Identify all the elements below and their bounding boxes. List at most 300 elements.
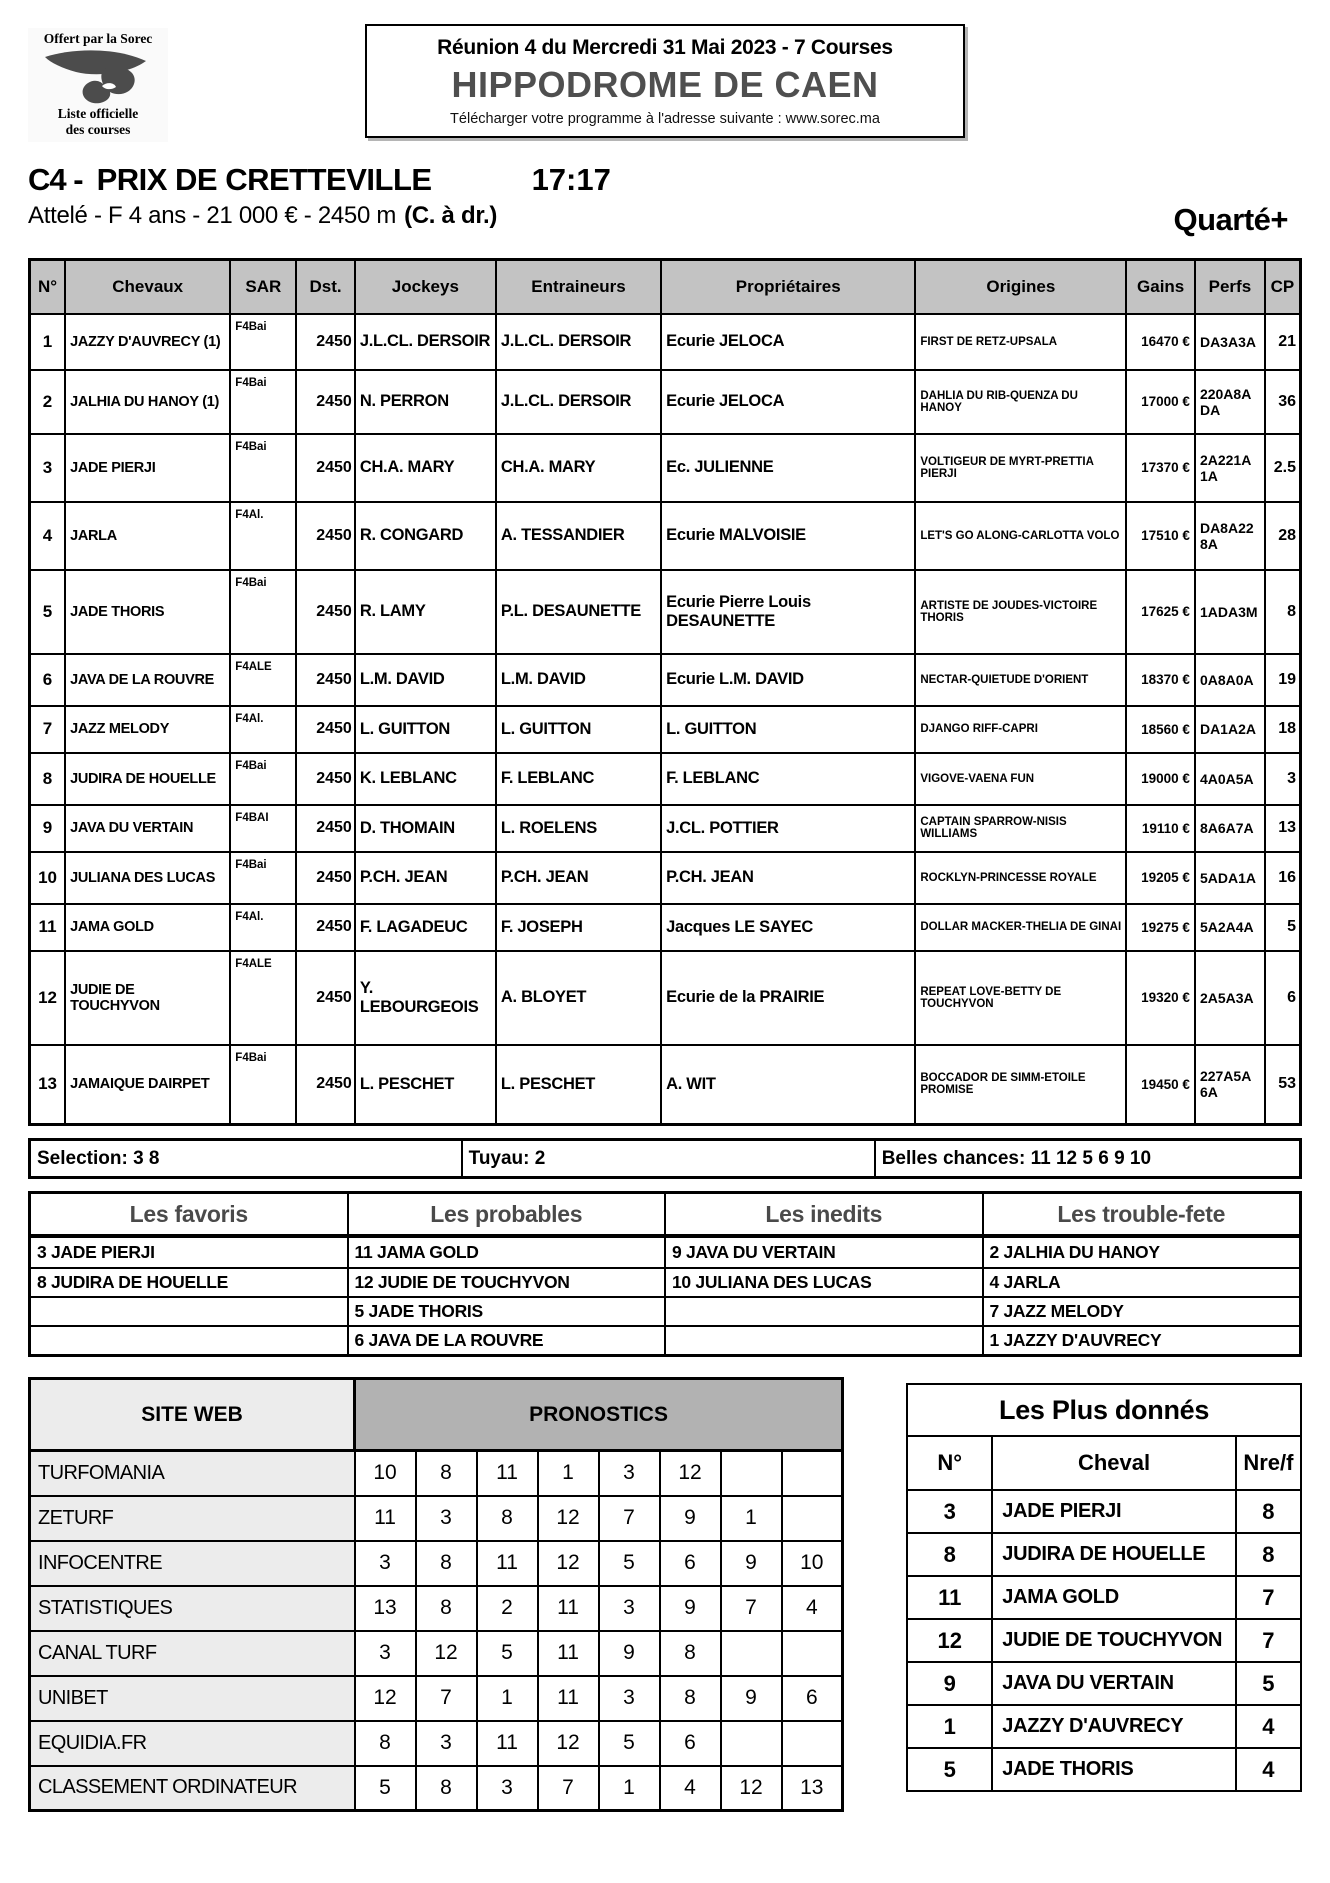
runner-owner: Ec. JULIENNE [661,434,915,502]
pronostics-row [30,1496,843,1541]
pronostic-number [721,1721,782,1766]
runner-origins: FIRST DE RETZ-UPSALA [915,314,1126,370]
sorec-logo [28,28,168,142]
plus-donnes-column-header: Cheval [992,1436,1236,1490]
pronostic-number: 9 [721,1541,782,1586]
runner-sar: F4BAI [230,805,296,852]
runner-perfs: 227A5A 6A [1195,1045,1265,1125]
runner-owner: Ecurie de la PRAIRIE [661,951,915,1045]
runner-origins: ARTISTE DE JOUDES-VICTOIRE THORIS [915,570,1126,654]
plus-donnes-column-header: Nre/f [1236,1436,1301,1490]
plus-donnes-number: 3 [907,1490,992,1533]
runner-row [30,434,1301,502]
picks-item: 6 JAVA DE LA ROUVRE [349,1325,665,1354]
plus-donnes-title: Les Plus donnés [907,1384,1301,1436]
runner-gains: 17370 € [1126,434,1195,502]
runner-distance: 2450 [296,502,354,570]
plus-donnes-column-header: N° [907,1436,992,1490]
plus-donnes-count: 8 [1236,1533,1301,1576]
selection-label: Selection: 3 8 [30,1140,462,1178]
picks-item [31,1296,347,1325]
plus-donnes-horse: JUDIE DE TOUCHYVON [992,1619,1236,1662]
runner-distance: 2450 [296,434,354,502]
site-name: INFOCENTRE [30,1541,355,1586]
runner-horse: JAMA GOLD [65,904,230,951]
runner-row [30,753,1301,805]
runner-distance: 2450 [296,753,354,805]
logo-offered-by-label: Offert par la Sorec [43,31,153,46]
runner-perfs: 2A221A 1A [1195,434,1265,502]
runner-cp: 53 [1265,1045,1301,1125]
runner-number: 9 [30,805,66,852]
runners-column-header: Jockeys [355,260,496,314]
pronostic-number [782,1451,843,1496]
picks-item: 4 JARLA [984,1267,1300,1296]
runner-horse: JULIANA DES LUCAS [65,852,230,904]
plus-donnes-row [907,1748,1301,1791]
runners-table [28,258,1302,1126]
pronostic-number: 6 [660,1721,721,1766]
runners-header-row [30,260,1301,314]
pronostics-row [30,1676,843,1721]
picks-table [28,1191,1302,1357]
runner-owner: P.CH. JEAN [661,852,915,904]
runner-distance: 2450 [296,1045,354,1125]
plus-donnes-count: 7 [1236,1619,1301,1662]
runner-perfs: 5A2A4A [1195,904,1265,951]
runner-gains: 16470 € [1126,314,1195,370]
plus-donnes-horse: JAMA GOLD [992,1576,1236,1619]
pronostic-number: 7 [416,1676,477,1721]
race-direction: (C. à dr.) [404,202,498,229]
plus-donnes-table [906,1383,1302,1792]
pronostic-number: 6 [660,1541,721,1586]
runner-row [30,904,1301,951]
pronostic-number: 9 [721,1676,782,1721]
runner-distance: 2450 [296,706,354,753]
plus-donnes-number: 9 [907,1662,992,1705]
pronostics-header: PRONOSTICS [355,1379,843,1451]
pronostic-number: 5 [599,1541,660,1586]
runner-gains: 19450 € [1126,1045,1195,1125]
pronostic-number: 9 [599,1631,660,1676]
pronostic-number: 8 [416,1586,477,1631]
plus-donnes-row [907,1533,1301,1576]
runner-jockey: P.CH. JEAN [355,852,496,904]
runner-origins: VIGOVE-VAENA FUN [915,753,1126,805]
pronostic-number [782,1631,843,1676]
runner-horse: JARLA [65,502,230,570]
runner-gains: 17510 € [1126,502,1195,570]
plus-donnes-count: 7 [1236,1576,1301,1619]
runner-sar: F4ALE [230,654,296,706]
pronostic-number: 3 [355,1541,416,1586]
runner-row [30,706,1301,753]
pronostic-number: 11 [538,1631,599,1676]
runner-number: 8 [30,753,66,805]
runner-horse: JUDIE DE TOUCHYVON [65,951,230,1045]
pronostic-number: 4 [782,1586,843,1631]
pronostic-number: 3 [599,1451,660,1496]
picks-item: 1 JAZZY D'AUVRECY [984,1325,1300,1354]
runner-distance: 2450 [296,904,354,951]
runner-origins: VOLTIGEUR DE MYRT-PRETTIA PIERJI [915,434,1126,502]
venue-name: HIPPODROME DE CAEN [451,64,879,105]
picks-item: 3 JADE PIERJI [37,1242,155,1262]
picks-item [31,1325,347,1354]
race-time: 17:17 [531,162,611,197]
pronostic-number: 5 [477,1631,538,1676]
runner-number: 6 [30,654,66,706]
pronostic-number: 3 [599,1586,660,1631]
site-web-header: SITE WEB [30,1379,355,1451]
runner-horse: JAMAIQUE DAIRPET [65,1045,230,1125]
runner-trainer: F. JOSEPH [496,904,661,951]
pronostic-number: 8 [355,1721,416,1766]
runner-distance: 2450 [296,314,354,370]
belles-chances-label: Belles chances: 11 12 5 6 9 10 [875,1140,1301,1178]
logo-official-list-line2: des courses [65,122,131,138]
runners-column-header: Perfs [1195,260,1265,314]
runners-column-header: Propriétaires [661,260,915,314]
pronostic-number: 12 [538,1721,599,1766]
pronostic-number [782,1496,843,1541]
pronostic-number [782,1721,843,1766]
runner-row [30,570,1301,654]
runner-owner: L. GUITTON [661,706,915,753]
runner-jockey: L. GUITTON [355,706,496,753]
runner-sar: F4ALE [230,951,296,1045]
runner-owner: J.CL. POTTIER [661,805,915,852]
runner-sar: F4Bai [230,852,296,904]
runner-distance: 2450 [296,654,354,706]
plus-donnes-horse: JAZZY D'AUVRECY [992,1705,1236,1748]
plus-donnes-row [907,1662,1301,1705]
runner-trainer: L. PESCHET [496,1045,661,1125]
runner-row [30,805,1301,852]
pronostic-number: 6 [782,1676,843,1721]
pronostic-number: 4 [660,1766,721,1811]
runner-distance: 2450 [296,852,354,904]
runners-column-header: Gains [1126,260,1195,314]
selection-bar [28,1138,1302,1179]
picks-item: 12 JUDIE DE TOUCHYVON [349,1267,665,1296]
pronostic-number: 8 [477,1496,538,1541]
plus-donnes-count: 5 [1236,1662,1301,1705]
runner-cp: 18 [1265,706,1301,753]
pronostic-number: 12 [660,1451,721,1496]
pronostic-number: 11 [538,1586,599,1631]
runner-distance: 2450 [296,805,354,852]
plus-donnes-number: 12 [907,1619,992,1662]
plus-donnes-row [907,1705,1301,1748]
runner-row [30,852,1301,904]
picks-item: 2 JALHIA DU HANOY [989,1242,1160,1262]
pronostic-number: 11 [355,1496,416,1541]
runner-jockey: L. PESCHET [355,1045,496,1125]
plus-donnes-number: 5 [907,1748,992,1791]
plus-donnes-number: 11 [907,1576,992,1619]
site-name: CANAL TURF [30,1631,355,1676]
runner-trainer: CH.A. MARY [496,434,661,502]
pronostic-number: 12 [416,1631,477,1676]
runner-cp: 16 [1265,852,1301,904]
plus-donnes-row [907,1619,1301,1662]
pronostics-row [30,1586,843,1631]
runner-horse: JAZZ MELODY [65,706,230,753]
runner-trainer: L.M. DAVID [496,654,661,706]
runner-trainer: A. BLOYET [496,951,661,1045]
runner-trainer: P.CH. JEAN [496,852,661,904]
runner-cp: 3 [1265,753,1301,805]
picks-item: 11 JAMA GOLD [354,1242,479,1262]
pronostic-number: 1 [721,1496,782,1541]
picks-column [347,1194,665,1354]
runner-row [30,314,1301,370]
picks-item: 7 JAZZ MELODY [984,1296,1300,1325]
runner-origins: REPEAT LOVE-BETTY DE TOUCHYVON [915,951,1126,1045]
runner-perfs: 0A8A0A [1195,654,1265,706]
runner-jockey: R. CONGARD [355,502,496,570]
runner-trainer: P.L. DESAUNETTE [496,570,661,654]
runners-column-header: SAR [230,260,296,314]
runner-cp: 19 [1265,654,1301,706]
plus-donnes-row [907,1490,1301,1533]
pronostic-number: 7 [538,1766,599,1811]
pronostic-number: 11 [477,1541,538,1586]
runners-column-header: Dst. [296,260,354,314]
pronostic-number: 11 [477,1451,538,1496]
runner-cp: 21 [1265,314,1301,370]
runners-body [30,314,1301,1125]
runner-cp: 8 [1265,570,1301,654]
bottom-section [28,1377,1302,1812]
picks-column-title: Les trouble-fete [984,1194,1300,1238]
runners-column-header: CP [1265,260,1301,314]
pronostics-row [30,1541,843,1586]
plus-donnes-count: 8 [1236,1490,1301,1533]
runners-column-header: Chevaux [65,260,230,314]
runners-column-header: Entraineurs [496,260,661,314]
meeting-title: Réunion 4 du Mercredi 31 Mai 2023 - 7 Courses [437,36,893,59]
runner-row [30,502,1301,570]
pronostic-number: 12 [721,1766,782,1811]
runner-owner: Ecurie MALVOISIE [661,502,915,570]
runner-row [30,654,1301,706]
runner-origins: NECTAR-QUIETUDE D'ORIENT [915,654,1126,706]
runner-trainer: J.L.CL. DERSOIR [496,314,661,370]
runner-cp: 28 [1265,502,1301,570]
site-name: ZETURF [30,1496,355,1541]
runner-perfs: 2A5A3A [1195,951,1265,1045]
site-name: UNIBET [30,1676,355,1721]
plus-donnes-number: 1 [907,1705,992,1748]
runner-gains: 19275 € [1126,904,1195,951]
pronostic-number: 8 [416,1766,477,1811]
runner-trainer: L. ROELENS [496,805,661,852]
runner-gains: 17000 € [1126,370,1195,434]
picks-item [666,1325,982,1354]
pronostic-number: 1 [538,1451,599,1496]
runner-horse: JAVA DE LA ROUVRE [65,654,230,706]
plus-donnes-row [907,1576,1301,1619]
picks-column [982,1194,1300,1354]
plus-donnes-horse: JUDIRA DE HOUELLE [992,1533,1236,1576]
download-note: Télécharger votre programme à l'adresse suivante : www.sorec.ma [450,111,880,127]
site-name: STATISTIQUES [30,1586,355,1631]
pronostic-number: 3 [477,1766,538,1811]
runner-gains: 19205 € [1126,852,1195,904]
runner-sar: F4Bai [230,434,296,502]
pronostics-body [30,1451,843,1811]
runner-horse: JALHIA DU HANOY (1) [65,370,230,434]
runner-gains: 18560 € [1126,706,1195,753]
tuyau-label: Tuyau: 2 [462,1140,875,1178]
runners-column-header: N° [30,260,66,314]
pronostic-number: 5 [599,1721,660,1766]
runner-number: 1 [30,314,66,370]
runner-perfs: 8A6A7A [1195,805,1265,852]
site-name: EQUIDIA.FR [30,1721,355,1766]
race-conditions [28,202,1302,230]
picks-item: 10 JULIANA DES LUCAS [666,1267,982,1296]
runner-origins: DJANGO RIFF-CAPRI [915,706,1126,753]
pronostic-number: 1 [477,1676,538,1721]
runner-gains: 19320 € [1126,951,1195,1045]
pronostic-number: 8 [660,1676,721,1721]
runner-number: 10 [30,852,66,904]
race-code: C4 - [28,162,83,197]
picks-item: 5 JADE THORIS [349,1296,665,1325]
picks-column-title: Les probables [349,1194,665,1238]
runner-owner: Ecurie L.M. DAVID [661,654,915,706]
pronostic-number [721,1451,782,1496]
runner-origins: ROCKLYN-PRINCESSE ROYALE [915,852,1126,904]
pronostic-number: 7 [721,1586,782,1631]
runner-distance: 2450 [296,570,354,654]
runner-origins: CAPTAIN SPARROW-NISIS WILLIAMS [915,805,1126,852]
runner-row [30,951,1301,1045]
race-conditions-text: Attelé - F 4 ans - 21 000 € - 2450 m [28,202,397,229]
runner-origins: LET'S GO ALONG-CARLOTTA VOLO [915,502,1126,570]
pronostic-number: 3 [599,1676,660,1721]
runner-owner: A. WIT [661,1045,915,1125]
pronostic-number: 1 [599,1766,660,1811]
runner-owner: Ecurie JELOCA [661,314,915,370]
pronostic-number: 11 [538,1676,599,1721]
pronostics-row [30,1721,843,1766]
pronostic-number: 13 [355,1586,416,1631]
runner-horse: JUDIRA DE HOUELLE [65,753,230,805]
runner-gains: 19000 € [1126,753,1195,805]
runner-horse: JADE THORIS [65,570,230,654]
runner-jockey: CH.A. MARY [355,434,496,502]
runner-horse: JAZZY D'AUVRECY (1) [65,314,230,370]
pronostic-number: 11 [477,1721,538,1766]
runner-number: 11 [30,904,66,951]
plus-donnes-number: 8 [907,1533,992,1576]
plus-donnes-count: 4 [1236,1748,1301,1791]
runner-cp: 36 [1265,370,1301,434]
runner-horse: JADE PIERJI [65,434,230,502]
runner-jockey: K. LEBLANC [355,753,496,805]
runner-owner: Ecurie JELOCA [661,370,915,434]
site-name: CLASSEMENT ORDINATEUR [30,1766,355,1811]
runner-perfs: 220A8A DA [1195,370,1265,434]
race-title-line [28,162,1302,198]
picks-column [664,1194,982,1354]
picks-column-title: Les inedits [666,1194,982,1238]
runner-gains: 18370 € [1126,654,1195,706]
runner-sar: F4Al. [230,502,296,570]
pronostic-number: 3 [416,1721,477,1766]
runner-jockey: R. LAMY [355,570,496,654]
pronostic-number: 9 [660,1496,721,1541]
plus-donnes-body [907,1490,1301,1791]
picks-item: 9 JAVA DU VERTAIN [672,1242,836,1262]
runner-jockey: F. LAGADEUC [355,904,496,951]
runner-perfs: DA8A22 8A [1195,502,1265,570]
pronostic-number: 12 [355,1676,416,1721]
runner-row [30,370,1301,434]
runner-owner: F. LEBLANC [661,753,915,805]
runner-cp: 6 [1265,951,1301,1045]
runner-jockey: D. THOMAIN [355,805,496,852]
runner-distance: 2450 [296,951,354,1045]
runner-sar: F4Bai [230,1045,296,1125]
pronostic-number: 13 [782,1766,843,1811]
logo-official-list-label [28,106,168,138]
race-name: PRIX DE CRETTEVILLE [96,162,432,197]
horse-logo-icon [42,48,154,106]
pronostic-number: 3 [355,1631,416,1676]
site-name: TURFOMANIA [30,1451,355,1496]
runner-number: 5 [30,570,66,654]
runner-owner: Jacques LE SAYEC [661,904,915,951]
runner-number: 12 [30,951,66,1045]
pronostic-number [721,1631,782,1676]
pronostic-number: 5 [355,1766,416,1811]
runner-perfs: DA1A2A [1195,706,1265,753]
picks-column [31,1194,347,1354]
runner-origins: DOLLAR MACKER-THELIA DE GINAI [915,904,1126,951]
page-header [28,24,1302,146]
runner-jockey: L.M. DAVID [355,654,496,706]
runner-perfs: 4A0A5A [1195,753,1265,805]
runner-number: 7 [30,706,66,753]
pronostic-number: 7 [599,1496,660,1541]
runner-row [30,1045,1301,1125]
runner-jockey: Y. LEBOURGEOIS [355,951,496,1045]
plus-donnes-header-row [907,1436,1301,1490]
pronostics-row [30,1631,843,1676]
race-header [28,162,1302,258]
picks-item: 8 JUDIRA DE HOUELLE [31,1267,347,1296]
runner-jockey: J.L.CL. DERSOIR [355,314,496,370]
bet-type-label: Quarté+ [1173,202,1288,237]
runner-jockey: N. PERRON [355,370,496,434]
pronostic-number: 12 [538,1541,599,1586]
pronostic-number: 8 [416,1541,477,1586]
runner-perfs: DA3A3A [1195,314,1265,370]
pronostic-number: 10 [782,1541,843,1586]
runner-trainer: L. GUITTON [496,706,661,753]
runner-sar: F4Bai [230,370,296,434]
runner-sar: F4Bai [230,314,296,370]
runner-trainer: F. LEBLANC [496,753,661,805]
runners-column-header: Origines [915,260,1126,314]
runner-number: 4 [30,502,66,570]
